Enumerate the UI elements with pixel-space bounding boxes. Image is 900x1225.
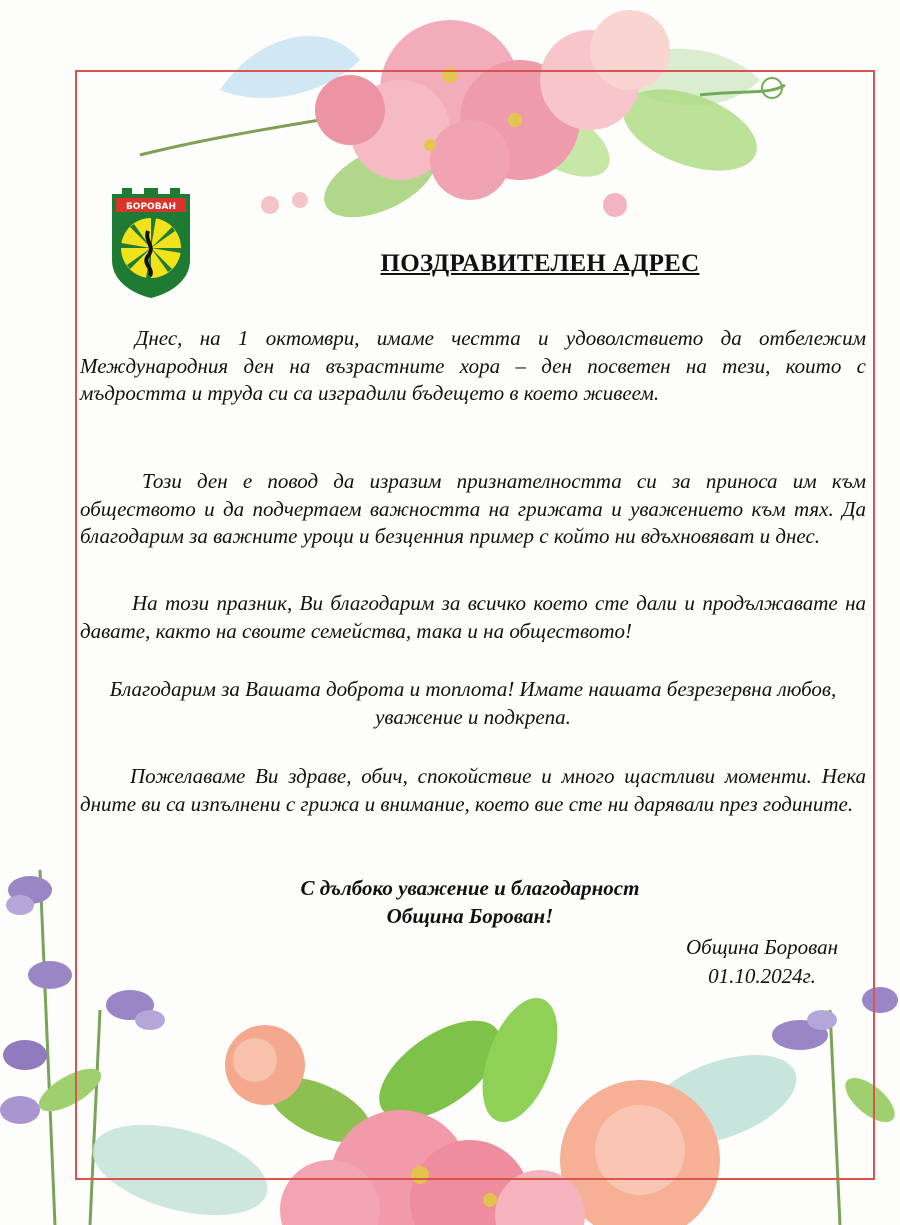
paragraph-wishes: Пожелаваме Ви здраве, обич, спокойствие и много щастливи моменти. Нека дните ви са изпълнени с грижа и внимание, което вие сте ни дарявали през годините. [80,764,866,816]
closing-line-regards: С дълбоко уважение и благодарност [300,876,640,900]
paragraph-thanks: Благодарим за Вашата доброта и топлота! Имате нашата безрезервна любов, уважение и подкрепа. [109,677,837,729]
borovan-coat-of-arms-icon [108,186,194,300]
paragraph-holiday: На този празник, Ви благодарим за всичко което сте дали и продължавате на давате, както на своите семейства, така и на обществото! [80,591,866,643]
paragraph-gratitude: Този ден е повод да изразим признателността си за приноса им към обществото и да подчертаем важността на грижата и уважението към тях. Да благодарим за важните уроци и безценния пример с който ни вдъхновяват и днес. [80,469,866,548]
paragraph-intro: Днес, на 1 октомври, имаме честта и удоволствието да отбележим Международния ден на възрастните хора – ден посветен на тези, които с мъдростта и труда си са изградили бъдещето в което живеем. [80,326,866,405]
svg-text:БОРОВАН: БОРОВАН [125,202,177,212]
closing-line-municipality: Община Борован! [386,904,554,928]
title-text: ПОЗДРАВИТЕЛЕН АДРЕС [380,250,700,277]
signature-block [662,933,862,991]
closing-block [0,874,900,930]
signature-date: 01.10.2024г. [708,964,816,988]
document-title [0,250,900,278]
signature-organization: Община Борован [685,935,839,959]
